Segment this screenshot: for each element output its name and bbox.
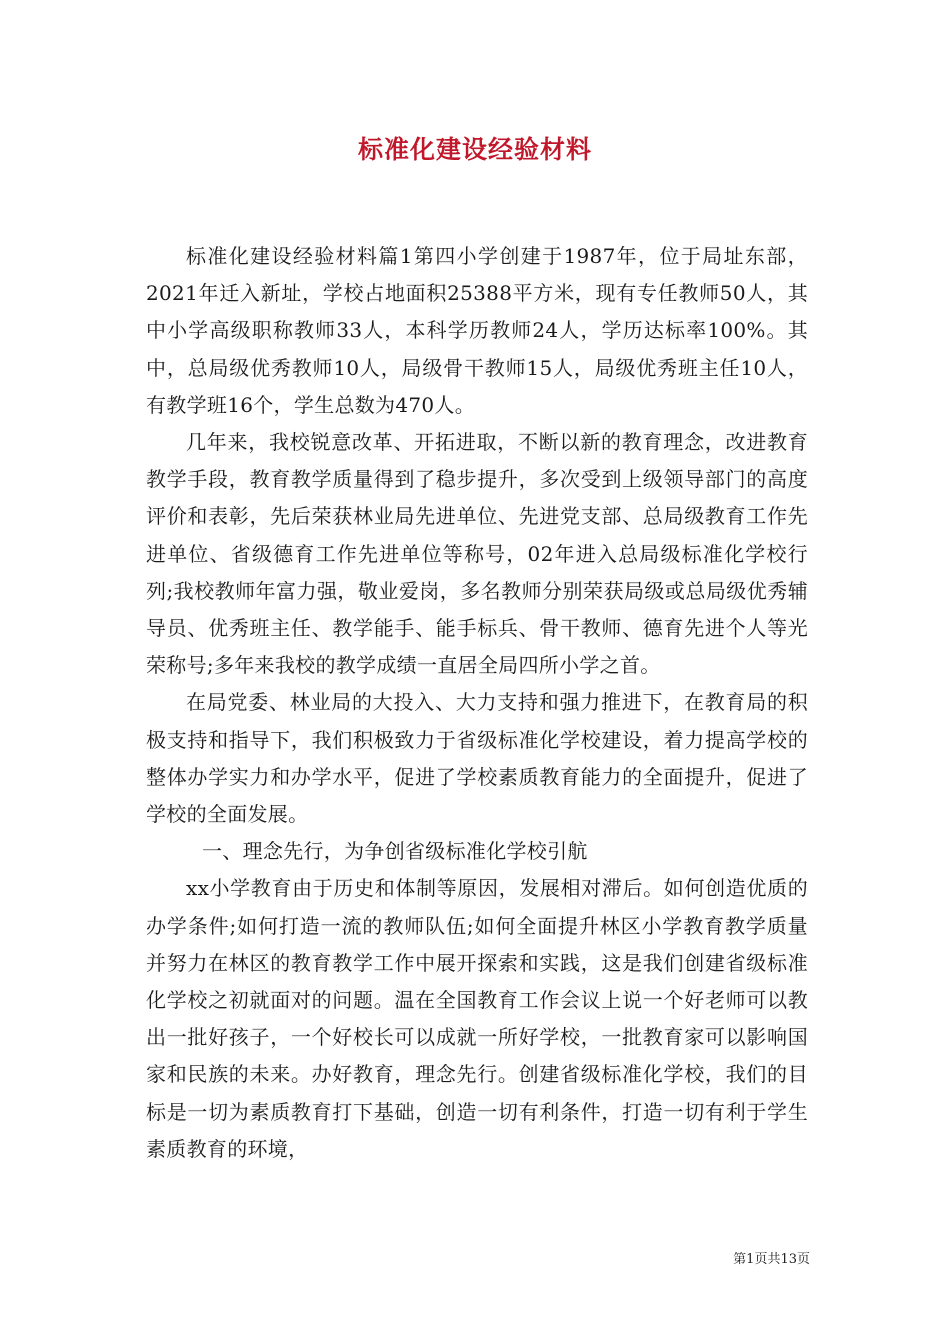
paragraph-support: 在局党委、林业局的大投入、大力支持和强力推进下，在教育局的积极支持和指导下，我们积极致力于省级标准化学校建设，着力提高学校的整体办学实力和办学水平，促进了学校素质教育能力的全面提升，促进了学校的全面发展。 bbox=[146, 690, 808, 827]
paragraph-intro: 标准化建设经验材料篇1第四小学创建于1987年，位于局址东部，2021年迁入新址，学校占地面积25388平方米，现有专任教师50人，其中小学高级职称教师33人，本科学历教师24人，学历达标率100%。其中，总局级优秀教师10人，局级骨干教师15人，局级优秀班主任10人，有教学班16个，学生总数为470人。 bbox=[146, 244, 808, 417]
section-heading: 一、理念先行，为争创省级标准化学校引航 bbox=[202, 839, 588, 864]
document-body bbox=[146, 238, 808, 1168]
paragraph-achievements: 几年来，我校锐意改革、开拓进取，不断以新的教育理念，改进教育教学手段，教育教学质量得到了稳步提升，多次受到上级领导部门的高度评价和表彰，先后荣获林业局先进单位、先进党支部、总局级教育工作先进单位、省级德育工作先进单位等称号，02年进入总局级标准化学校行列;我校教师年富力强，敬业爱岗，多名教师分别荣获局级或总局级优秀辅导员、优秀班主任、教学能手、能手标兵、骨干教师、德育先进个人等光荣称号;多年来我校的教学成绩一直居全局四所小学之首。 bbox=[146, 430, 808, 678]
paragraph-section-body: xx小学教育由于历史和体制等原因，发展相对滞后。如何创造优质的办学条件;如何打造一流的教师队伍;如何全面提升林区小学教育教学质量并努力在林区的教育教学工作中展开探索和实践，这是我们创建省级标准化学校之初就面对的问题。温在全国教育工作会议上说一个好老师可以教出一批好孩子，一个好校长可以成就一所好学校，一批教育家可以影响国家和民族的未来。办好教育，理念先行。创建省级标准化学校，我们的目标是一切为素质教育打下基础，创造一切有利条件，打造一切有利于学生素质教育的环境， bbox=[146, 876, 808, 1161]
page-number-footer: 第1页共13页 bbox=[733, 1252, 810, 1267]
document-title: 标准化建设经验材料 bbox=[357, 135, 592, 164]
